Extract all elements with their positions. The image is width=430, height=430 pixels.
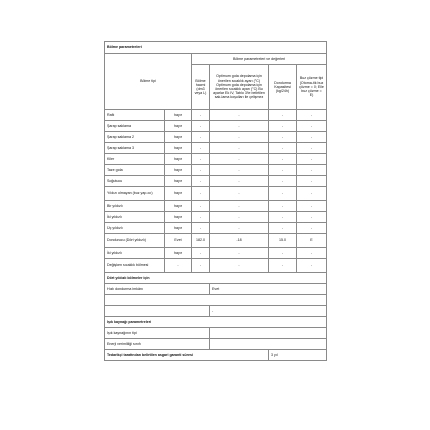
fast-freeze-value: Evet <box>210 284 327 295</box>
cell-defrost: - <box>297 187 327 201</box>
cell-present: hayır <box>165 143 192 154</box>
cell-volume: - <box>192 121 210 132</box>
cell-defrost: - <box>297 201 327 212</box>
cell-defrost: - <box>297 165 327 176</box>
cell-compartment-name: Yıldızı olmayan (buz yap-ıcı) <box>105 187 165 201</box>
cell-freezing: - <box>269 259 297 273</box>
table-row <box>105 121 327 132</box>
cell-volume: - <box>192 248 210 259</box>
cell-present: Evet <box>165 234 192 248</box>
cell-volume: - <box>192 259 210 273</box>
cell-present: hayır <box>165 176 192 187</box>
table-row <box>105 201 327 212</box>
cell-freezing: 15.0 <box>269 234 297 248</box>
section-title-compartment: Bölme parametreleri <box>105 42 327 54</box>
blank-row <box>105 295 327 306</box>
cell-compartment-name: Değişken sıcaklık bölmesi <box>105 259 165 273</box>
cell-temp: - <box>210 132 269 143</box>
cell-freezing: - <box>269 212 297 223</box>
blank-dash-value: - <box>210 306 327 317</box>
cell-volume: - <box>192 223 210 234</box>
cell-present: hayır <box>165 187 192 201</box>
warranty-value: 3 yıl <box>269 350 327 361</box>
cell-freezing: - <box>269 154 297 165</box>
cell-present: hayır <box>165 165 192 176</box>
cell-defrost: - <box>297 110 327 121</box>
cell-freezing: - <box>269 201 297 212</box>
cell-defrost: - <box>297 223 327 234</box>
cell-freezing: - <box>269 165 297 176</box>
cell-volume: 182.0 <box>192 234 210 248</box>
cell-compartment-name: Şarap saklama 3 <box>105 143 165 154</box>
table-row <box>105 110 327 121</box>
cell-volume: - <box>192 212 210 223</box>
cell-temp: - <box>210 143 269 154</box>
table-row <box>105 165 327 176</box>
cell-compartment-name: İki yıldızlı <box>105 248 165 259</box>
cell-temp: -18 <box>210 234 269 248</box>
cell-compartment-name: İki yıldızlı <box>105 212 165 223</box>
table-row <box>105 223 327 234</box>
header-volume: Bölme hacmi (dm3 veya L) <box>192 65 210 110</box>
header-compartment-type: Bölme tipi <box>105 54 192 110</box>
table-row <box>105 143 327 154</box>
energy-class-value <box>210 339 327 350</box>
cell-compartment-name: Dondurucu (Dört yıldızlı) <box>105 234 165 248</box>
cell-present: hayır <box>165 248 192 259</box>
blank-cell <box>105 306 210 317</box>
table-row <box>105 154 327 165</box>
cell-compartment-name: Kiler <box>105 154 165 165</box>
warranty-label: Tedarikçi tarafından belirtilen asgari garanti süresi <box>105 350 269 361</box>
cell-present: hayır <box>165 201 192 212</box>
cell-defrost: - <box>297 154 327 165</box>
cell-present: hayır <box>165 110 192 121</box>
cell-present: hayır <box>165 212 192 223</box>
compartment-rows <box>105 110 327 273</box>
section-title-four-star: Dört yıldızlı bölmeler için <box>105 273 327 284</box>
cell-temp: - <box>210 154 269 165</box>
light-type-label: Işık kaynağının tipi <box>105 328 210 339</box>
cell-present: - <box>165 259 192 273</box>
cell-defrost: - <box>297 176 327 187</box>
cell-compartment-name: Taze gıda <box>105 165 165 176</box>
table-row <box>105 187 327 201</box>
cell-defrost: E <box>297 234 327 248</box>
cell-temp: - <box>210 187 269 201</box>
cell-freezing: - <box>269 248 297 259</box>
light-type-value <box>210 328 327 339</box>
cell-temp: - <box>210 121 269 132</box>
cell-defrost: - <box>297 121 327 132</box>
table-row <box>105 212 327 223</box>
section-title-light: Işık kaynağı parametreleri <box>105 317 327 328</box>
cell-volume: - <box>192 154 210 165</box>
cell-freezing: - <box>269 187 297 201</box>
fast-freeze-label: Hızlı dondurma imkânı <box>105 284 210 295</box>
cell-volume: - <box>192 165 210 176</box>
table-row <box>105 176 327 187</box>
cell-temp: - <box>210 248 269 259</box>
cell-defrost: - <box>297 212 327 223</box>
cell-temp: - <box>210 110 269 121</box>
cell-compartment-name: Raflı <box>105 110 165 121</box>
header-defrost-type: Buz çözme tipi (Otoma-tik buz çözme = 0; Elle buz çözme = E) <box>297 65 327 110</box>
table-row <box>105 234 327 248</box>
cell-temp: - <box>210 201 269 212</box>
cell-volume: - <box>192 187 210 201</box>
cell-volume: - <box>192 143 210 154</box>
cell-defrost: - <box>297 248 327 259</box>
cell-temp: - <box>210 176 269 187</box>
cell-freezing: - <box>269 121 297 132</box>
cell-freezing: - <box>269 132 297 143</box>
cell-defrost: - <box>297 132 327 143</box>
cell-defrost: - <box>297 259 327 273</box>
cell-volume: - <box>192 132 210 143</box>
cell-present: hayır <box>165 132 192 143</box>
compartment-parameters-table <box>104 41 327 361</box>
table-row <box>105 132 327 143</box>
cell-compartment-name: Şarap saklama 2 <box>105 132 165 143</box>
header-optimum-temp: Optimum gıda depolama için önerilen sıcaklık ayarı (°C) Optimum gıda depolama için önerilen sıcaklık ayarı (°C) Bu ayarlar Ek IV, Tablo 3'te belirtilen sak-lama koşulları ile çelişmez <box>210 65 269 110</box>
cell-volume: - <box>192 201 210 212</box>
cell-freezing: - <box>269 143 297 154</box>
cell-temp: - <box>210 212 269 223</box>
cell-freezing: - <box>269 176 297 187</box>
cell-compartment-name: Şarap saklama <box>105 121 165 132</box>
cell-defrost: - <box>297 143 327 154</box>
header-freezing-capacity: Dondurma Kapasitesi (kg/24h) <box>269 65 297 110</box>
cell-volume: - <box>192 176 210 187</box>
cell-present: hayır <box>165 223 192 234</box>
cell-temp: - <box>210 259 269 273</box>
cell-temp: - <box>210 165 269 176</box>
table-row <box>105 248 327 259</box>
cell-freezing: - <box>269 110 297 121</box>
cell-compartment-name: Bir yıldızlı <box>105 201 165 212</box>
cell-freezing: - <box>269 223 297 234</box>
cell-volume: - <box>192 110 210 121</box>
cell-temp: - <box>210 223 269 234</box>
cell-present: hayır <box>165 121 192 132</box>
parameter-sheet <box>104 41 326 361</box>
table-row <box>105 259 327 273</box>
energy-class-label: Enerji verimliliği sınıfı <box>105 339 210 350</box>
cell-compartment-name: Soğutucu <box>105 176 165 187</box>
cell-compartment-name: Üç yıldızlı <box>105 223 165 234</box>
cell-present: hayır <box>165 154 192 165</box>
header-params-group: Bölme parametreleri ve değerleri <box>192 54 327 65</box>
